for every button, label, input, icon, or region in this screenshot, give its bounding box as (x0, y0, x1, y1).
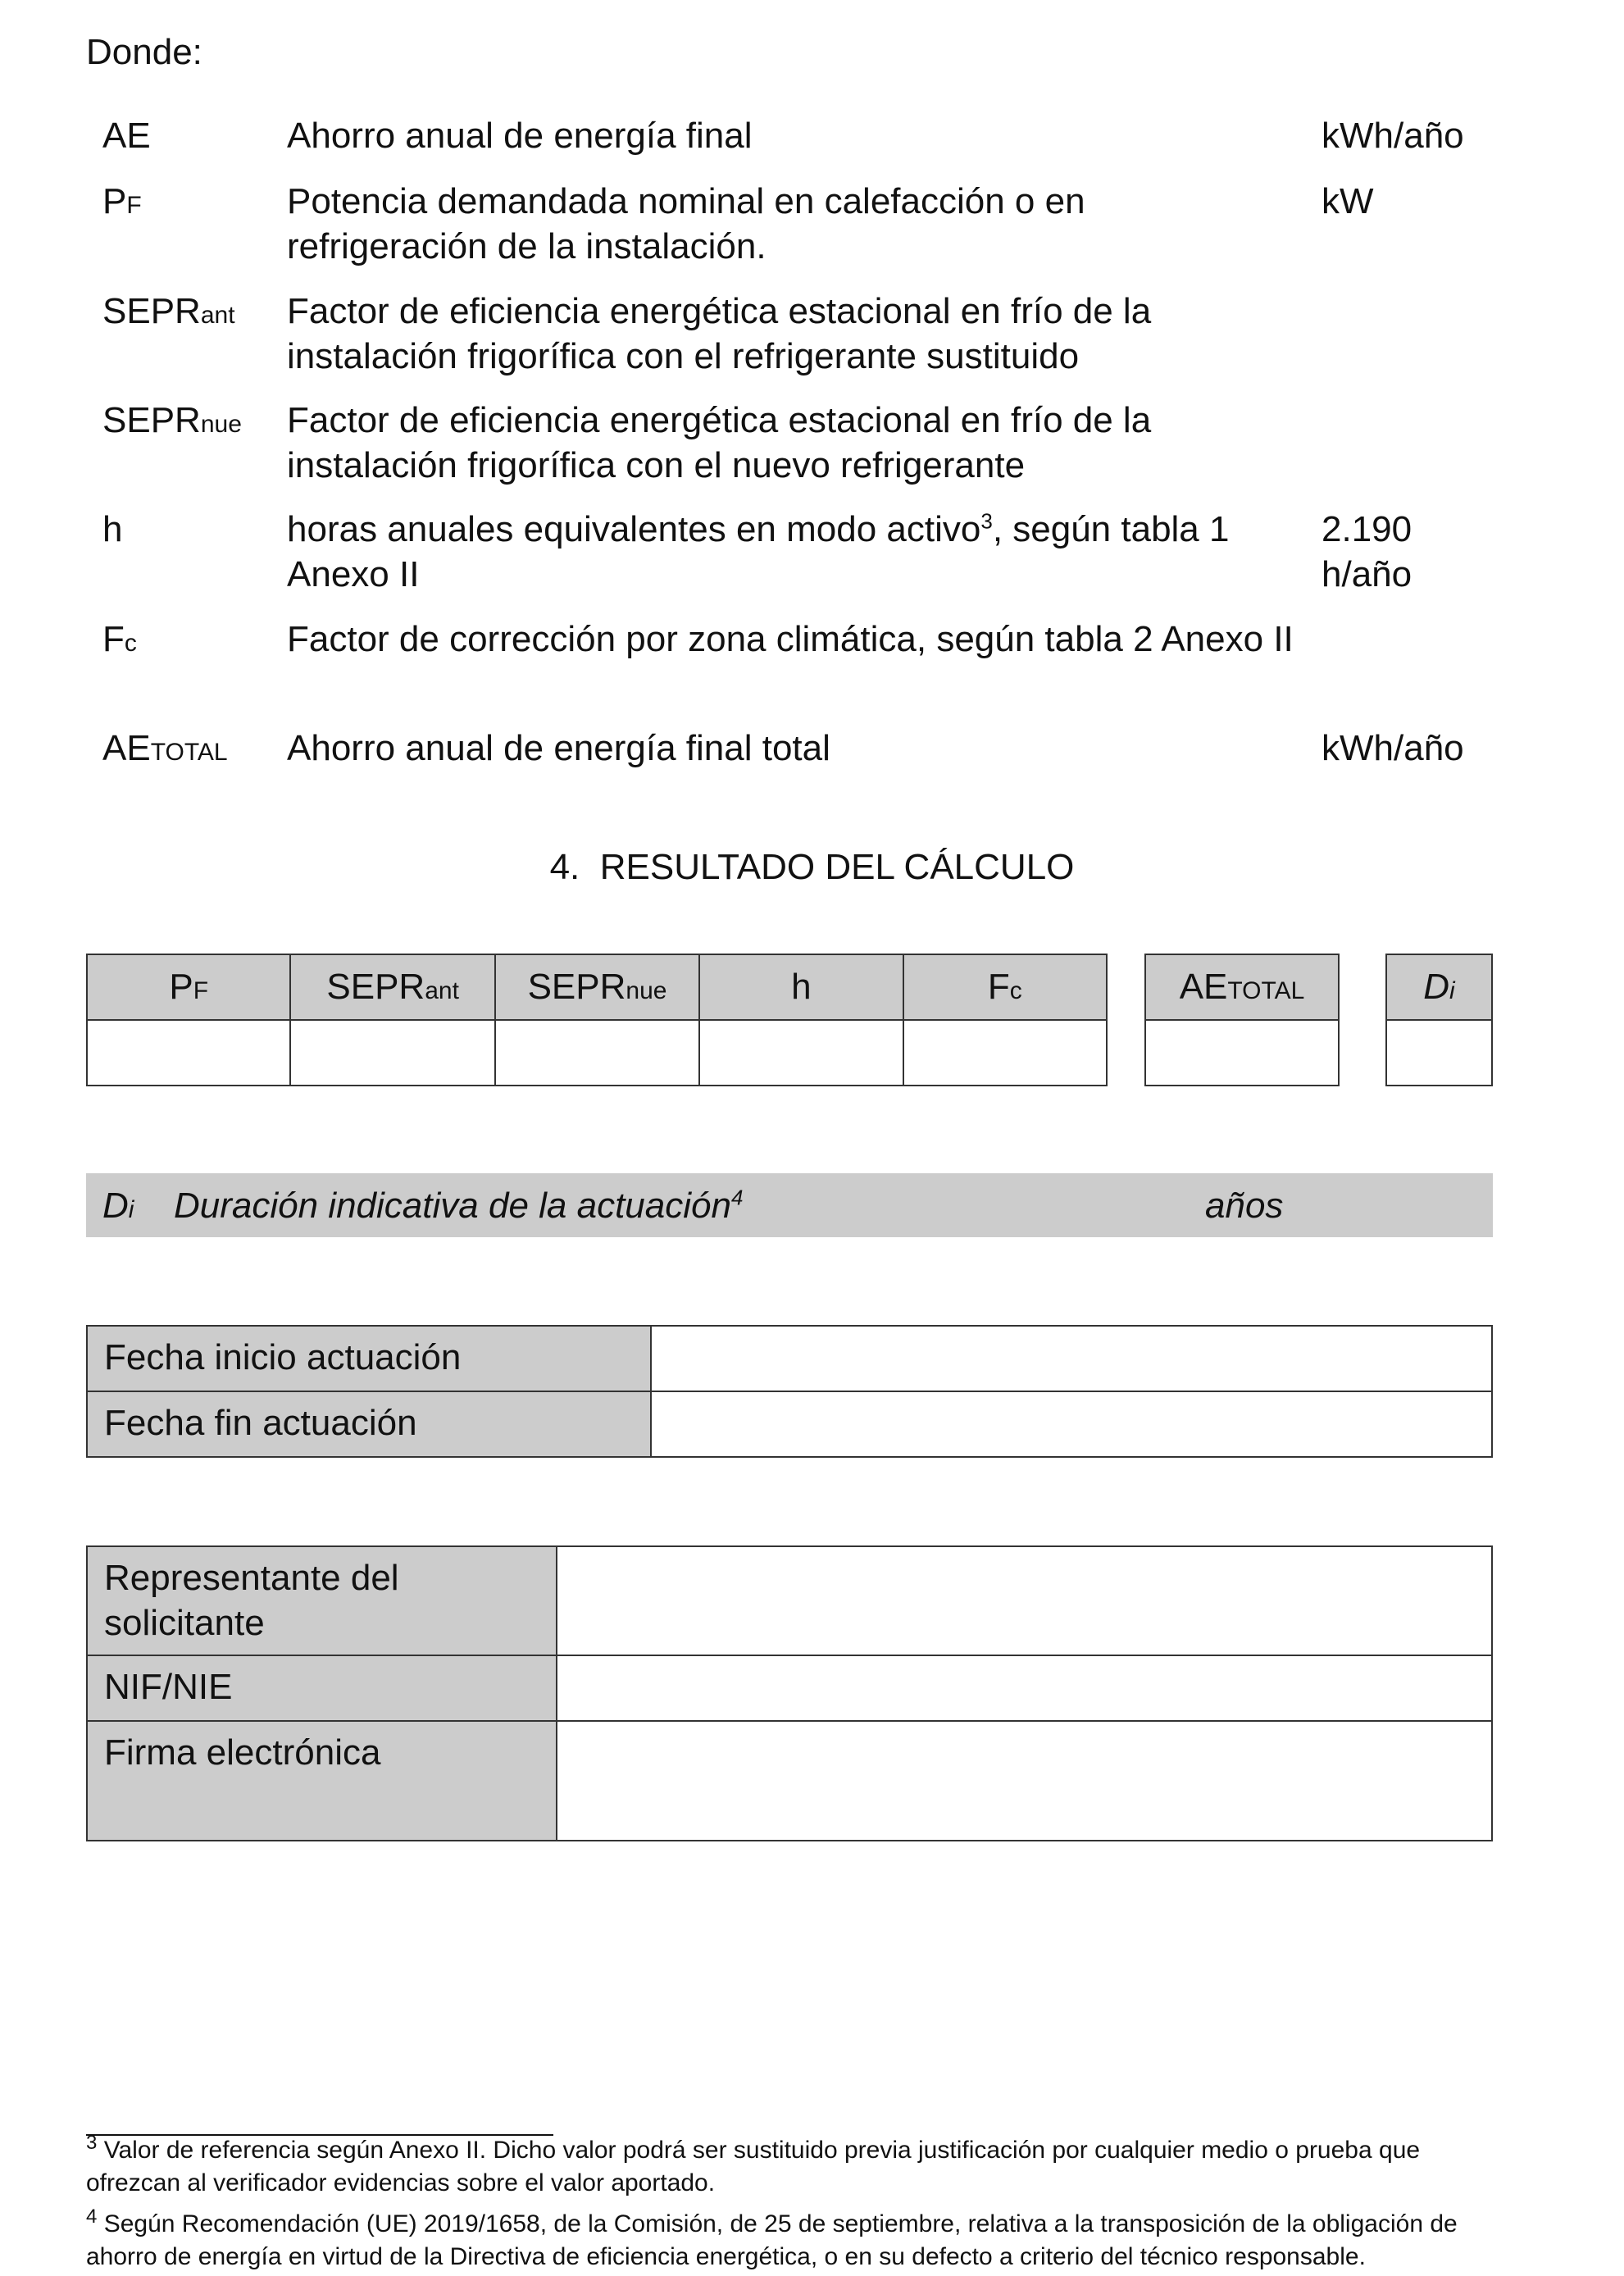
input-fc[interactable] (903, 1020, 1107, 1086)
header-sepr-ant: SEPRant (290, 954, 494, 1020)
end-date-label: Fecha fin actuación (87, 1391, 651, 1457)
section-heading: 4. RESULTADO DEL CÁLCULO (549, 847, 1075, 887)
input-h[interactable] (699, 1020, 903, 1086)
electronic-signature-label: Firma electrónica (87, 1721, 557, 1841)
representative-label: Representante del solicitante (87, 1546, 557, 1655)
header-di: Di (1386, 954, 1492, 1020)
var-symbol: Fc (102, 619, 137, 659)
var-description: Factor de eficiencia energética estacional en frío de la instalación frigorífica con el nuevo refrigerante (287, 400, 1152, 485)
footnote-3: $^3$ Valor de referencia según Anexo II. Dicho valor podrá ser sustituido previa justificación por cualquier medio o prueba que ofrezcan al verificador evidencias sobre el valor aportado. (86, 2132, 1421, 2196)
start-date-field[interactable] (651, 1326, 1492, 1391)
representative-field[interactable] (557, 1546, 1492, 1655)
di-label: Duración indicativa de la actuación$^4$ (174, 1185, 744, 1226)
start-date-label: Fecha inicio actuación (87, 1326, 651, 1391)
input-pf[interactable] (87, 1020, 290, 1086)
footnote-4: $^4$ Según Recomendación (UE) 2019/1658, de la Comisión, de 25 de septiembre, relativa a la transposición de la obligación de ahorro de energía en virtud de la Directiva de eficiencia energética, o en su defecto a criterio del técnico responsable. (86, 2205, 1458, 2270)
var-unit: kWh/año (1321, 116, 1464, 156)
input-aetotal[interactable] (1145, 1020, 1339, 1086)
nif-nie-label: NIF/NIE (87, 1655, 557, 1721)
var-unit: 2.190 h/año (1321, 509, 1412, 594)
intro-text: Donde: (86, 32, 202, 72)
signature-table (86, 1545, 1493, 1841)
electronic-signature-field[interactable] (557, 1721, 1492, 1841)
var-description: Ahorro anual de energía final (287, 116, 753, 156)
header-h: h (699, 954, 903, 1020)
input-sepr-nue[interactable] (495, 1020, 699, 1086)
nif-nie-field[interactable] (557, 1655, 1492, 1721)
var-description: Factor de eficiencia energética estacional en frío de la instalación frigorífica con el refrigerante sustituido (287, 291, 1152, 376)
var-symbol: h (102, 509, 123, 549)
var-symbol: SEPRant (102, 291, 235, 331)
var-symbol: PF (102, 181, 142, 221)
var-symbol: SEPRnue (102, 400, 242, 440)
di-definition-band (86, 1173, 1493, 1237)
header-aetotal: AETOTAL (1145, 954, 1339, 1020)
di-symbol: Di (102, 1186, 134, 1226)
input-di[interactable] (1386, 1020, 1492, 1086)
var-symbol: AE (102, 116, 151, 156)
var-description: Ahorro anual de energía final total (287, 728, 830, 768)
var-description: Factor de corrección por zona climática, según tabla 2 Anexo II (287, 619, 1294, 659)
header-fc: Fc (903, 954, 1107, 1020)
input-sepr-ant[interactable] (290, 1020, 494, 1086)
header-sepr-nue: SEPRnue (495, 954, 699, 1020)
var-description: Potencia demandada nominal en calefacción o en refrigeración de la instalación. (287, 181, 1085, 266)
var-symbol: AETOTAL (102, 728, 228, 768)
results-table (86, 954, 1108, 1086)
header-pf: PF (87, 954, 290, 1020)
end-date-field[interactable] (651, 1391, 1492, 1457)
aetotal-table (1144, 954, 1340, 1086)
dates-table (86, 1325, 1493, 1458)
di-table (1385, 954, 1493, 1086)
var-unit: kW (1321, 181, 1374, 221)
var-unit: kWh/año (1321, 728, 1464, 768)
var-description: horas anuales equivalentes en modo activo$^3$, según tabla 1 Anexo II (287, 508, 1230, 594)
di-unit: años (1205, 1186, 1284, 1226)
